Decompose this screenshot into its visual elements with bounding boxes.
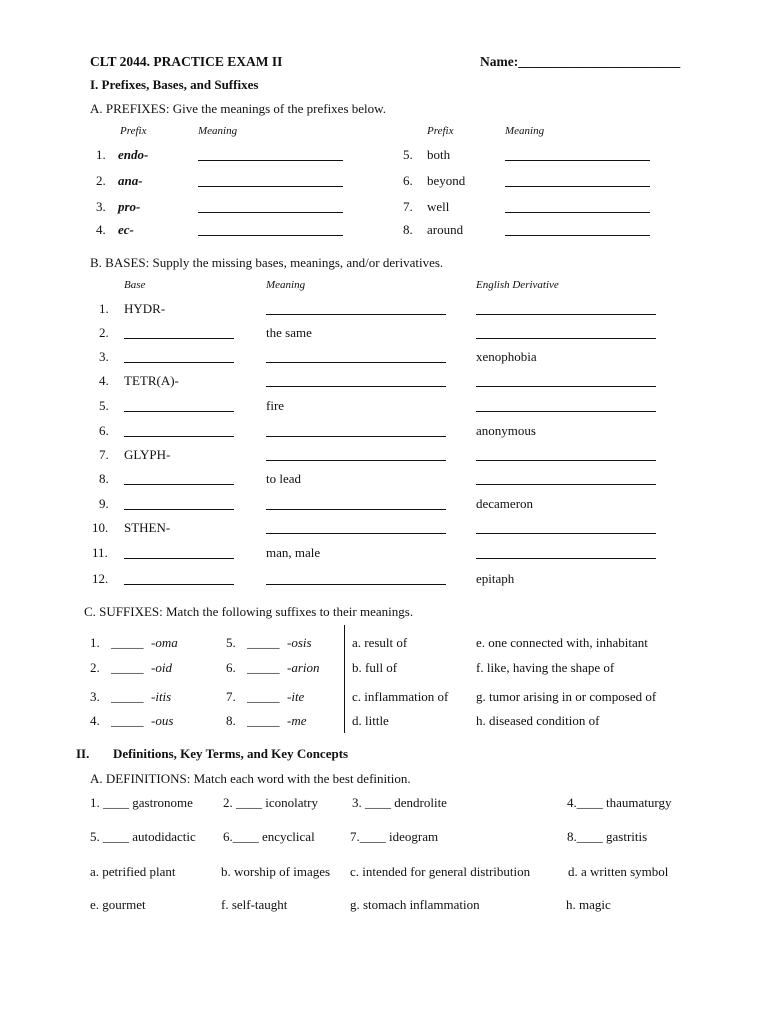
prefix-column-header-right: Prefix xyxy=(427,125,454,137)
prefix-num: 4. xyxy=(96,222,106,237)
meaning-answer-blank[interactable] xyxy=(266,386,446,387)
prefix-num: 6. xyxy=(403,173,413,188)
definition-term[interactable]: 4.____ thaumaturgy xyxy=(567,795,672,810)
base-row-number: 8. xyxy=(99,471,109,486)
base-answer-blank[interactable] xyxy=(124,509,234,510)
prefix-num: 1. xyxy=(96,147,106,162)
base-column-header: Base xyxy=(124,279,146,291)
suffix-num: 2. xyxy=(90,660,100,675)
suffix-meaning: h. diseased condition of xyxy=(476,713,600,728)
definition-option: e. gourmet xyxy=(90,897,146,912)
derivative-given: anonymous xyxy=(476,423,536,438)
suffix-item: -oma xyxy=(151,635,178,650)
suffix-item: -ous xyxy=(151,713,174,728)
derivative-given: epitaph xyxy=(476,571,515,586)
definition-option: c. intended for general distribution xyxy=(350,864,531,879)
prefix-answer-blank[interactable] xyxy=(198,160,343,161)
meaning-answer-blank[interactable] xyxy=(266,584,446,585)
meaning-answer-blank[interactable] xyxy=(266,436,446,437)
prefix-answer-blank[interactable] xyxy=(505,160,650,161)
suffix-answer-blank[interactable]: _____ xyxy=(111,713,144,728)
base-row-number: 5. xyxy=(99,398,109,413)
definition-term[interactable]: 2. ____ iconolatry xyxy=(223,795,318,810)
derivative-answer-blank[interactable] xyxy=(476,314,656,315)
suffix-item: -oid xyxy=(151,660,172,675)
meaning-column-header-left: Meaning xyxy=(198,125,238,137)
definition-term[interactable]: 6.____ encyclical xyxy=(223,829,315,844)
suffix-item: -itis xyxy=(151,689,172,704)
prefix-num: 5. xyxy=(403,147,413,162)
suffix-meaning: c. inflammation of xyxy=(352,689,449,704)
suffix-answer-blank[interactable]: _____ xyxy=(247,713,280,728)
prefix-item: ec- xyxy=(118,222,134,237)
definition-option: b. worship of images xyxy=(221,864,331,879)
prefix-column-header-left: Prefix xyxy=(120,125,147,137)
prefix-answer-blank[interactable] xyxy=(198,235,343,236)
meaning-given: man, male xyxy=(266,545,321,560)
base-row-number: 3. xyxy=(99,349,109,364)
suffix-answer-blank[interactable]: _____ xyxy=(111,689,144,704)
suffix-answer-blank[interactable]: _____ xyxy=(111,635,144,650)
base-given: TETR(A)- xyxy=(124,373,179,388)
base-row-number: 6. xyxy=(99,423,109,438)
definition-option: g. stomach inflammation xyxy=(350,897,480,912)
base-answer-blank[interactable] xyxy=(124,558,234,559)
meaning-answer-blank[interactable] xyxy=(266,533,446,534)
suffix-meaning: f. like, having the shape of xyxy=(476,660,615,675)
derivative-answer-blank[interactable] xyxy=(476,460,656,461)
prefix-item: endo- xyxy=(118,147,149,162)
prefix-num: 7. xyxy=(403,199,413,214)
suffix-meaning: d. little xyxy=(352,713,389,728)
suffix-num: 3. xyxy=(90,689,100,704)
definitions-instruction: A. DEFINITIONS: Match each word with the best definition. xyxy=(90,771,411,786)
prefix-item: pro- xyxy=(118,199,141,214)
meaning-given: to lead xyxy=(266,471,302,486)
suffix-num: 7. xyxy=(226,689,236,704)
suffix-num: 8. xyxy=(226,713,236,728)
suffix-meaning: a. result of xyxy=(352,635,408,650)
prefix-answer-blank[interactable] xyxy=(505,186,650,187)
base-row-number: 7. xyxy=(99,447,109,462)
suffix-item: -osis xyxy=(287,635,312,650)
prefixes-instruction: A. PREFIXES: Give the meanings of the prefixes below. xyxy=(90,101,386,116)
meaning-column-header: Meaning xyxy=(266,279,306,291)
suffix-num: 4. xyxy=(90,713,100,728)
bases-instruction: B. BASES: Supply the missing bases, meanings, and/or derivatives. xyxy=(90,255,444,270)
base-given: STHEN- xyxy=(124,520,171,535)
prefix-num: 3. xyxy=(96,199,106,214)
definition-term[interactable]: 3. ____ dendrolite xyxy=(352,795,447,810)
prefix-num: 2. xyxy=(96,173,106,188)
suffix-meaning: e. one connected with, inhabitant xyxy=(476,635,648,650)
meaning-answer-blank[interactable] xyxy=(266,362,446,363)
suffix-answer-blank[interactable]: _____ xyxy=(247,689,280,704)
derivative-answer-blank[interactable] xyxy=(476,338,656,339)
base-row-number: 1. xyxy=(99,301,109,316)
base-answer-blank[interactable] xyxy=(124,436,234,437)
suffix-answer-blank[interactable]: _____ xyxy=(247,660,280,675)
prefix-meaning-item: well xyxy=(427,199,450,214)
suffix-item: -arion xyxy=(287,660,320,675)
base-row-number: 10. xyxy=(92,520,109,535)
suffix-num: 6. xyxy=(226,660,236,675)
meaning-answer-blank[interactable] xyxy=(266,509,446,510)
suffix-item: -me xyxy=(287,713,307,728)
derivative-given: xenophobia xyxy=(476,349,537,364)
derivative-answer-blank[interactable] xyxy=(476,484,656,485)
derivative-answer-blank[interactable] xyxy=(476,558,656,559)
base-row-number: 11. xyxy=(92,545,108,560)
exam-title: CLT 2044. PRACTICE EXAM II xyxy=(90,54,283,69)
prefix-answer-blank[interactable] xyxy=(198,186,343,187)
definition-term[interactable]: 8.____ gastritis xyxy=(567,829,648,844)
suffix-meaning: b. full of xyxy=(352,660,398,675)
base-answer-blank[interactable] xyxy=(124,338,234,339)
suffixes-instruction: C. SUFFIXES: Match the following suffixes to their meanings. xyxy=(84,604,414,619)
definition-option: d. a written symbol xyxy=(568,864,669,879)
base-row-number: 2. xyxy=(99,325,109,340)
prefix-meaning-item: both xyxy=(427,147,451,162)
prefix-answer-blank[interactable] xyxy=(198,212,343,213)
suffix-answer-blank[interactable]: _____ xyxy=(111,660,144,675)
meaning-given: fire xyxy=(266,398,285,413)
base-given: HYDR- xyxy=(124,301,166,316)
base-row-number: 9. xyxy=(99,496,109,511)
meaning-column-header-right: Meaning xyxy=(505,125,545,137)
suffix-column-divider xyxy=(344,625,345,733)
derivative-given: decameron xyxy=(476,496,534,511)
prefix-meaning-item: beyond xyxy=(427,173,466,188)
definition-term[interactable]: 1. ____ gastronome xyxy=(90,795,193,810)
definition-option: h. magic xyxy=(566,897,611,912)
meaning-given: the same xyxy=(266,325,312,340)
definition-option: a. petrified plant xyxy=(90,864,176,879)
derivative-answer-blank[interactable] xyxy=(476,386,656,387)
section-1-heading: I. Prefixes, Bases, and Suffixes xyxy=(90,77,259,92)
meaning-answer-blank[interactable] xyxy=(266,314,446,315)
base-given: GLYPH- xyxy=(124,447,171,462)
base-answer-blank[interactable] xyxy=(124,484,234,485)
suffix-item: -ite xyxy=(287,689,305,704)
meaning-answer-blank[interactable] xyxy=(266,460,446,461)
base-row-number: 4. xyxy=(99,373,109,388)
derivative-answer-blank[interactable] xyxy=(476,533,656,534)
base-answer-blank[interactable] xyxy=(124,584,234,585)
derivative-answer-blank[interactable] xyxy=(476,411,656,412)
section-2-heading: Definitions, Key Terms, and Key Concepts xyxy=(113,746,349,761)
prefix-answer-blank[interactable] xyxy=(505,212,650,213)
suffix-num: 1. xyxy=(90,635,100,650)
derivative-column-header: English Derivative xyxy=(476,279,559,291)
prefix-answer-blank[interactable] xyxy=(505,235,650,236)
definition-option: f. self-taught xyxy=(221,897,288,912)
prefix-num: 8. xyxy=(403,222,413,237)
suffix-answer-blank[interactable]: _____ xyxy=(247,635,280,650)
definition-term[interactable]: 5. ____ autodidactic xyxy=(90,829,196,844)
prefix-meaning-item: around xyxy=(427,222,464,237)
base-row-number: 12. xyxy=(92,571,109,586)
definition-term[interactable]: 7.____ ideogram xyxy=(350,829,439,844)
name-field-label[interactable]: Name:________________________ xyxy=(480,54,681,69)
prefix-item: ana- xyxy=(118,173,143,188)
suffix-meaning: g. tumor arising in or composed of xyxy=(476,689,657,704)
section-2-roman: II. xyxy=(76,746,90,761)
base-answer-blank[interactable] xyxy=(124,362,234,363)
base-answer-blank[interactable] xyxy=(124,411,234,412)
suffix-num: 5. xyxy=(226,635,236,650)
